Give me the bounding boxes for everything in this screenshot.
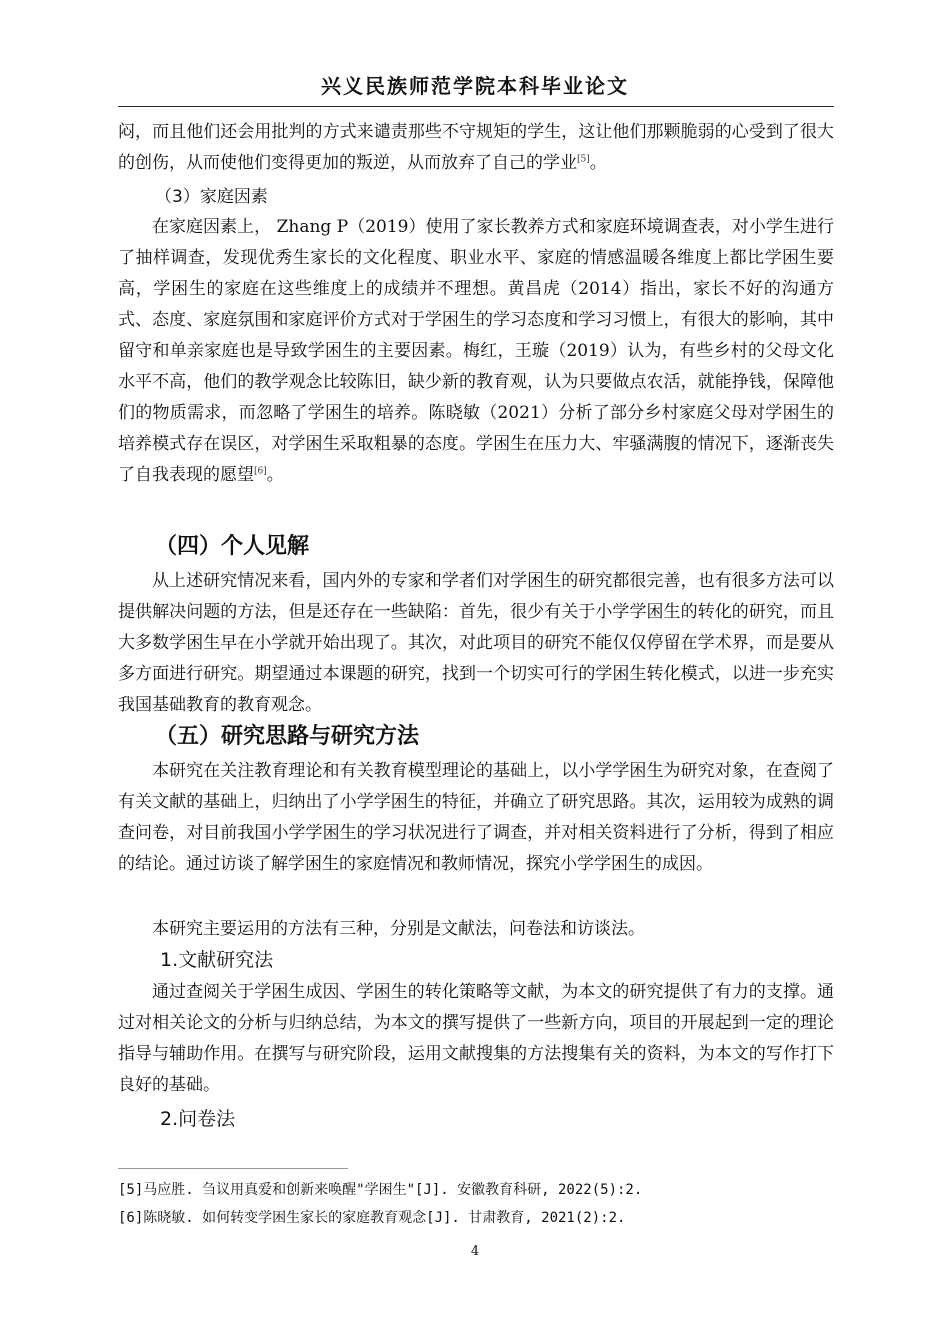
paragraph-2-end: 。: [266, 465, 284, 485]
subheading-survey-method: 2.问卷法: [160, 1108, 236, 1130]
citation-5[interactable]: [5]: [577, 154, 590, 165]
paragraph-5: 本研究主要运用的方法有三种，分别是文献法，问卷法和访谈法。: [152, 919, 645, 939]
section-heading-personal-view: （四）个人见解: [155, 534, 310, 559]
paragraph-2: [118, 212, 834, 491]
paragraph-4: 本研究在关注教育理论和有关教育模型理论的基础上，以小学学困生为研究对象，在查阅了有关文献的基础上，归纳出了小学学困生的特征，并确立了研究思路。其次，运用较为成熟的调查问卷，对目前我国小学学困生的学习状况进行了调查，并对相关资料进行了分析，得到了相应的结论。通过访谈了解学困生的家庭情况和教师情况，探究小学学困生的成因。: [118, 761, 834, 874]
footnote-5: [5]马应胜. 刍议用真爱和创新来唤醒"学困生"[J]. 安徽教育科研, 2022(5):2.: [118, 1182, 643, 1198]
paragraph-2-text: 在家庭因素上， Zhang P（2019）使用了家长教养方式和家庭环境调查表，对小学生进行了抽样调查，发现优秀生家长的文化程度、职业水平、家庭的情感温暖各维度上都比学困生要高，学困生的家庭在这些维度上的成绩并不理想。黄昌虎（2014）指出，家长不好的沟通方式、态度、家庭氛围和家庭评价方式对于学困生的学习态度和学习习惯上，有很大的影响，其中留守和单亲家庭也是导致学困生的主要因素。梅红，王璇（2019）认为，有些乡村的父母文化水平不高，他们的教学观念比较陈旧，缺少新的教育观，认为只要做点农活，就能挣钱，保障他们的物质需求，而忽略了学困生的培养。陈晓敏（2021）分析了部分乡村家庭父母对学困生的培养模式存在误区，对学困生采取粗暴的态度。学困生在压力大、牢骚满腹的情况下，逐渐丧失了自我表现的愿望: [118, 217, 834, 485]
page-header-title: 兴义民族师范学院本科毕业论文: [321, 74, 629, 98]
subheading-family-factors: （3）家庭因素: [155, 187, 268, 207]
subheading-literature-method: 1.文献研究法: [160, 949, 274, 971]
footnote-divider: [118, 1168, 348, 1169]
paragraph-1-text: 闷，而且他们还会用批判的方式来谴责那些不守规矩的学生，这让他们那颗脆弱的心受到了很大的创伤，从而使他们变得更加的叛逆，从而放弃了自己的学业: [118, 122, 834, 173]
header-divider: [118, 106, 834, 107]
paragraph-6: 通过查阅关于学困生成因、学困生的转化策略等文献，为本文的研究提供了有力的支撑。通过对相关论文的分析与归纳总结，为本文的撰写提供了一些新方向，项目的开展起到一定的理论指导与辅助作用。在撰写与研究阶段，运用文献搜集的方法搜集有关的资料，为本文的写作打下良好的基础。: [118, 982, 834, 1095]
page-number: 4: [470, 1244, 480, 1259]
paragraph-3: 从上述研究情况来看，国内外的专家和学者们对学困生的研究都很完善，也有很多方法可以提供解决问题的方法，但是还存在一些缺陷：首先，很少有关于小学学困生的转化的研究，而且大多数学困生早在小学就开始出现了。其次，对此项目的研究不能仅仅停留在学术界，而是要从多方面进行研究。期望通过本课题的研究，找到一个切实可行的学困生转化模式，以进一步充实我国基础教育的教育观念。: [118, 571, 834, 715]
paragraph-1: [118, 117, 834, 179]
section-heading-research-method: （五）研究思路与研究方法: [155, 724, 420, 749]
footnote-6: [6]陈晓敏. 如何转变学困生家长的家庭教育观念[J]. 甘肃教育, 2021(2):2.: [118, 1210, 626, 1226]
citation-6[interactable]: [6]: [254, 466, 267, 477]
paragraph-1-end: 。: [589, 153, 607, 173]
